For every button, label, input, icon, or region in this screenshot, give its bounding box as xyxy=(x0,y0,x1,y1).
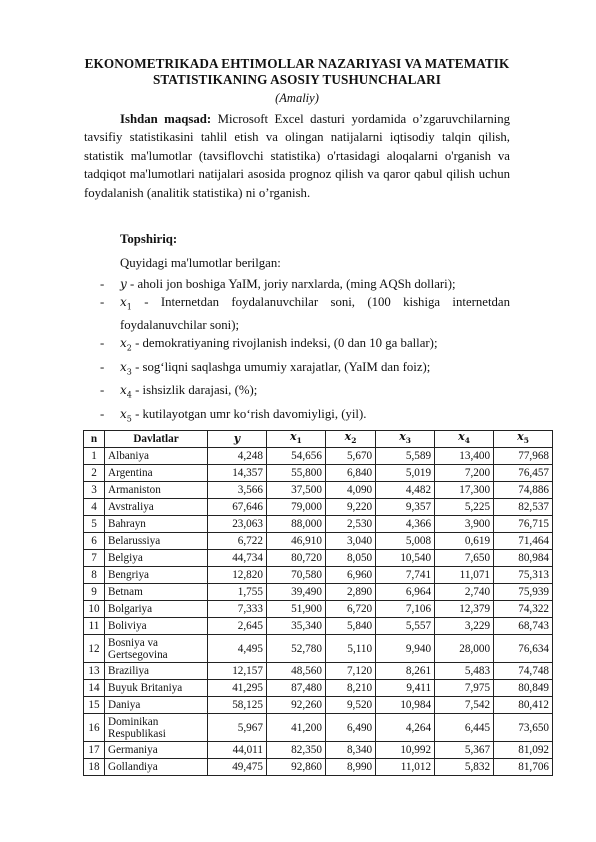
column-header xyxy=(325,431,375,448)
value-cell: 58,125 xyxy=(208,697,267,714)
value-cell: 3,229 xyxy=(435,618,494,635)
row-number-cell: 4 xyxy=(84,499,105,516)
value-cell: 7,542 xyxy=(435,697,494,714)
country-cell: Belgiya xyxy=(105,550,208,567)
value-cell: 5,225 xyxy=(435,499,494,516)
value-cell: 5,840 xyxy=(325,618,375,635)
table-row xyxy=(84,742,553,759)
variable-subscript: 2 xyxy=(126,343,132,353)
table-row xyxy=(84,550,553,567)
value-cell: 6,445 xyxy=(435,714,494,742)
value-cell: 54,656 xyxy=(266,448,325,465)
value-cell: 11,012 xyxy=(376,759,435,776)
value-cell: 67,646 xyxy=(208,499,267,516)
value-cell: 92,260 xyxy=(266,697,325,714)
table-row xyxy=(84,697,553,714)
row-number-cell: 12 xyxy=(84,635,105,663)
country-cell: Belarussiya xyxy=(105,533,208,550)
variable-symbol: $x_3$ xyxy=(120,359,132,377)
row-number-cell: 10 xyxy=(84,601,105,618)
value-cell: 4,264 xyxy=(376,714,435,742)
value-cell: 5,967 xyxy=(208,714,267,742)
row-number-cell: 1 xyxy=(84,448,105,465)
value-cell: 41,295 xyxy=(208,680,267,697)
value-cell: 5,557 xyxy=(376,618,435,635)
country-cell: Avstraliya xyxy=(105,499,208,516)
header-symbol: $x_1$ xyxy=(290,430,302,446)
row-number-cell: 13 xyxy=(84,663,105,680)
variable-item xyxy=(84,405,510,428)
variable-subscript: 5 xyxy=(126,413,132,423)
value-cell: 7,650 xyxy=(435,550,494,567)
value-cell: 9,357 xyxy=(376,499,435,516)
value-cell: 48,560 xyxy=(266,663,325,680)
value-cell: 1,755 xyxy=(208,584,267,601)
value-cell: 2,890 xyxy=(325,584,375,601)
table-row xyxy=(84,482,553,499)
value-cell: 5,019 xyxy=(376,465,435,482)
value-cell: 6,960 xyxy=(325,567,375,584)
country-cell: Albaniya xyxy=(105,448,208,465)
value-cell: 46,910 xyxy=(266,533,325,550)
country-cell: Argentina xyxy=(105,465,208,482)
variable-subscript: 1 xyxy=(126,302,132,312)
value-cell: 8,340 xyxy=(325,742,375,759)
task-heading: Topshiriq: xyxy=(120,232,178,247)
column-header: n xyxy=(84,431,105,448)
country-cell: Armaniston xyxy=(105,482,208,499)
header-subscript: 5 xyxy=(523,436,529,446)
variable-symbol: y xyxy=(120,277,127,292)
country-cell: Braziliya xyxy=(105,663,208,680)
variable-description: - aholi jon boshiga YaIM, joriy narxlarda, (ming AQSh dollari); xyxy=(126,277,456,292)
value-cell: 2,530 xyxy=(325,516,375,533)
value-cell: 74,748 xyxy=(494,663,553,680)
value-cell: 76,634 xyxy=(494,635,553,663)
country-cell: Bengriya xyxy=(105,567,208,584)
column-header xyxy=(376,431,435,448)
table-body xyxy=(84,448,553,776)
value-cell: 0,619 xyxy=(435,533,494,550)
value-cell: 4,495 xyxy=(208,635,267,663)
value-cell: 51,900 xyxy=(266,601,325,618)
variable-item xyxy=(84,275,510,293)
value-cell: 76,715 xyxy=(494,516,553,533)
column-header: Davlatlar xyxy=(105,431,208,448)
value-cell: 80,720 xyxy=(266,550,325,567)
variable-description: - demokratiyaning rivojlanish indeksi, (0 dan 10 ga ballar); xyxy=(131,336,438,351)
row-number-cell: 11 xyxy=(84,618,105,635)
variable-subscript: 3 xyxy=(126,367,132,377)
document-page xyxy=(84,56,510,428)
header-subscript: 2 xyxy=(351,436,357,446)
country-cell: Bolgariya xyxy=(105,601,208,618)
column-header xyxy=(494,431,553,448)
table-row xyxy=(84,618,553,635)
value-cell: 70,580 xyxy=(266,567,325,584)
variable-list xyxy=(84,275,510,428)
row-number-cell: 5 xyxy=(84,516,105,533)
value-cell: 9,411 xyxy=(376,680,435,697)
value-cell: 5,367 xyxy=(435,742,494,759)
value-cell: 6,720 xyxy=(325,601,375,618)
table-row xyxy=(84,533,553,550)
value-cell: 10,992 xyxy=(376,742,435,759)
header-subscript: 1 xyxy=(296,436,302,446)
value-cell: 73,650 xyxy=(494,714,553,742)
value-cell: 8,050 xyxy=(325,550,375,567)
value-cell: 75,939 xyxy=(494,584,553,601)
row-number-cell: 17 xyxy=(84,742,105,759)
value-cell: 11,071 xyxy=(435,567,494,584)
variable-item xyxy=(84,334,510,357)
value-cell: 7,333 xyxy=(208,601,267,618)
country-cell: Dominikan Respublikasi xyxy=(105,714,208,742)
value-cell: 80,412 xyxy=(494,697,553,714)
row-number-cell: 14 xyxy=(84,680,105,697)
variable-description: - Internetdan foydalanuvchilar soni, (100 kishiga internetdan foydalanuvchilar soni); xyxy=(120,295,510,333)
document-subtitle: (Amaliy) xyxy=(275,91,319,105)
country-cell: Germaniya xyxy=(105,742,208,759)
value-cell: 7,741 xyxy=(376,567,435,584)
value-cell: 4,366 xyxy=(376,516,435,533)
table-header-row xyxy=(84,431,553,448)
table-row xyxy=(84,635,553,663)
row-number-cell: 6 xyxy=(84,533,105,550)
goal-paragraph xyxy=(84,110,510,202)
value-cell: 7,200 xyxy=(435,465,494,482)
row-number-cell: 9 xyxy=(84,584,105,601)
country-cell: Betnam xyxy=(105,584,208,601)
row-number-cell: 15 xyxy=(84,697,105,714)
bullet-dash: - xyxy=(100,359,105,374)
row-number-cell: 18 xyxy=(84,759,105,776)
variable-item xyxy=(84,293,510,334)
value-cell: 28,000 xyxy=(435,635,494,663)
value-cell: 5,008 xyxy=(376,533,435,550)
column-header xyxy=(435,431,494,448)
value-cell: 4,482 xyxy=(376,482,435,499)
value-cell: 8,210 xyxy=(325,680,375,697)
value-cell: 23,063 xyxy=(208,516,267,533)
value-cell: 74,322 xyxy=(494,601,553,618)
value-cell: 10,540 xyxy=(376,550,435,567)
value-cell: 44,734 xyxy=(208,550,267,567)
value-cell: 81,706 xyxy=(494,759,553,776)
row-number-cell: 3 xyxy=(84,482,105,499)
value-cell: 37,500 xyxy=(266,482,325,499)
variable-symbol: $x_5$ xyxy=(120,406,132,423)
country-cell: Bosniya va Gertsegovina xyxy=(105,635,208,663)
value-cell: 35,340 xyxy=(266,618,325,635)
value-cell: 12,820 xyxy=(208,567,267,584)
value-cell: 13,400 xyxy=(435,448,494,465)
country-cell: Gollandiya xyxy=(105,759,208,776)
variable-subscript: 4 xyxy=(126,390,132,400)
value-cell: 6,964 xyxy=(376,584,435,601)
value-cell: 9,520 xyxy=(325,697,375,714)
value-cell: 49,475 xyxy=(208,759,267,776)
table-row xyxy=(84,601,553,618)
document-title: EKONOMETRIKADA EHTIMOLLAR NAZARIYASI VA MATEMATIK STATISTIKANING ASOSIY TUSHUNCHALARI xyxy=(84,56,510,87)
country-cell: Boliviya xyxy=(105,618,208,635)
value-cell: 75,313 xyxy=(494,567,553,584)
value-cell: 76,457 xyxy=(494,465,553,482)
value-cell: 92,860 xyxy=(266,759,325,776)
value-cell: 6,722 xyxy=(208,533,267,550)
value-cell: 87,480 xyxy=(266,680,325,697)
value-cell: 5,670 xyxy=(325,448,375,465)
value-cell: 41,200 xyxy=(266,714,325,742)
header-subscript: 4 xyxy=(464,436,470,446)
bullet-dash: - xyxy=(100,277,105,292)
value-cell: 88,000 xyxy=(266,516,325,533)
value-cell: 2,740 xyxy=(435,584,494,601)
value-cell: 5,832 xyxy=(435,759,494,776)
value-cell: 39,490 xyxy=(266,584,325,601)
value-cell: 3,900 xyxy=(435,516,494,533)
table-row xyxy=(84,516,553,533)
country-cell: Daniya xyxy=(105,697,208,714)
goal-label: Ishdan maqsad: xyxy=(120,112,212,126)
table-row xyxy=(84,759,553,776)
table-row xyxy=(84,567,553,584)
value-cell: 8,261 xyxy=(376,663,435,680)
value-cell: 9,940 xyxy=(376,635,435,663)
value-cell: 8,990 xyxy=(325,759,375,776)
value-cell: 80,984 xyxy=(494,550,553,567)
value-cell: 6,490 xyxy=(325,714,375,742)
value-cell: 12,157 xyxy=(208,663,267,680)
value-cell: 12,379 xyxy=(435,601,494,618)
value-cell: 7,106 xyxy=(376,601,435,618)
table-row xyxy=(84,448,553,465)
bullet-dash: - xyxy=(100,406,105,421)
variable-description: - sog‘liqni saqlashga umumiy xarajatlar, (YaIM dan foiz); xyxy=(131,359,431,374)
value-cell: 2,645 xyxy=(208,618,267,635)
value-cell: 82,537 xyxy=(494,499,553,516)
value-cell: 7,975 xyxy=(435,680,494,697)
value-cell: 44,011 xyxy=(208,742,267,759)
value-cell: 80,849 xyxy=(494,680,553,697)
table-row xyxy=(84,680,553,697)
table-row xyxy=(84,663,553,680)
value-cell: 6,840 xyxy=(325,465,375,482)
value-cell: 4,090 xyxy=(325,482,375,499)
value-cell: 5,589 xyxy=(376,448,435,465)
variable-description: - ishsizlik darajasi, (%); xyxy=(131,383,258,398)
value-cell: 77,968 xyxy=(494,448,553,465)
variable-description: - kutilayotgan umr ko‘rish davomiyligi, (yil). xyxy=(131,406,367,421)
value-cell: 82,350 xyxy=(266,742,325,759)
column-header xyxy=(208,431,267,448)
value-cell: 68,743 xyxy=(494,618,553,635)
country-cell: Bahrayn xyxy=(105,516,208,533)
table-row xyxy=(84,584,553,601)
value-cell: 9,220 xyxy=(325,499,375,516)
header-symbol: $x_2$ xyxy=(344,430,357,446)
country-cell: Buyuk Britaniya xyxy=(105,680,208,697)
header-symbol: $x_3$ xyxy=(399,430,411,446)
value-cell: 4,248 xyxy=(208,448,267,465)
value-cell: 52,780 xyxy=(266,635,325,663)
data-table xyxy=(83,430,553,776)
row-number-cell: 7 xyxy=(84,550,105,567)
variable-item xyxy=(84,358,510,381)
variable-symbol: $x_2$ xyxy=(120,336,132,353)
value-cell: 7,120 xyxy=(325,663,375,680)
goal-text: Microsoft Excel dasturi yordamida o’zgaruvchilarning tavsifiy statistikasini tahlil etish va olingan natijalarni iqtisodiy talqin qilish, statistik ma'lumotlar (tavsiflovchi statistika) o'rtasidagi aloqalarni o'rganish va tadqiqot ma'lumotlari natijalari asosida prognoz qilish va qaror qabul qilish uchun foydalanish (analitik statistika) ni o’rganish. xyxy=(84,112,510,200)
value-cell: 81,092 xyxy=(494,742,553,759)
table-row xyxy=(84,714,553,742)
variable-symbol: $x_4$ xyxy=(120,383,132,400)
bullet-dash: - xyxy=(100,383,105,398)
value-cell: 55,800 xyxy=(266,465,325,482)
variable-symbol: $x_1$ xyxy=(120,295,132,312)
value-cell: 14,357 xyxy=(208,465,267,482)
value-cell: 74,886 xyxy=(494,482,553,499)
row-number-cell: 2 xyxy=(84,465,105,482)
value-cell: 3,040 xyxy=(325,533,375,550)
table-row xyxy=(84,499,553,516)
header-subscript: 3 xyxy=(405,436,411,446)
value-cell: 3,566 xyxy=(208,482,267,499)
value-cell: 79,000 xyxy=(266,499,325,516)
row-number-cell: 8 xyxy=(84,567,105,584)
column-header xyxy=(266,431,325,448)
value-cell: 17,300 xyxy=(435,482,494,499)
header-symbol: $x_5$ xyxy=(517,430,529,446)
header-symbol: y xyxy=(233,432,241,446)
value-cell: 10,984 xyxy=(376,697,435,714)
value-cell: 5,483 xyxy=(435,663,494,680)
row-number-cell: 16 xyxy=(84,714,105,742)
bullet-dash: - xyxy=(100,336,105,351)
variable-item xyxy=(84,381,510,404)
bullet-dash: - xyxy=(100,295,105,310)
value-cell: 71,464 xyxy=(494,533,553,550)
task-intro: Quyidagi ma'lumotlar berilgan: xyxy=(120,256,281,271)
value-cell: 5,110 xyxy=(325,635,375,663)
table-row xyxy=(84,465,553,482)
header-symbol: $x_4$ xyxy=(458,430,470,446)
